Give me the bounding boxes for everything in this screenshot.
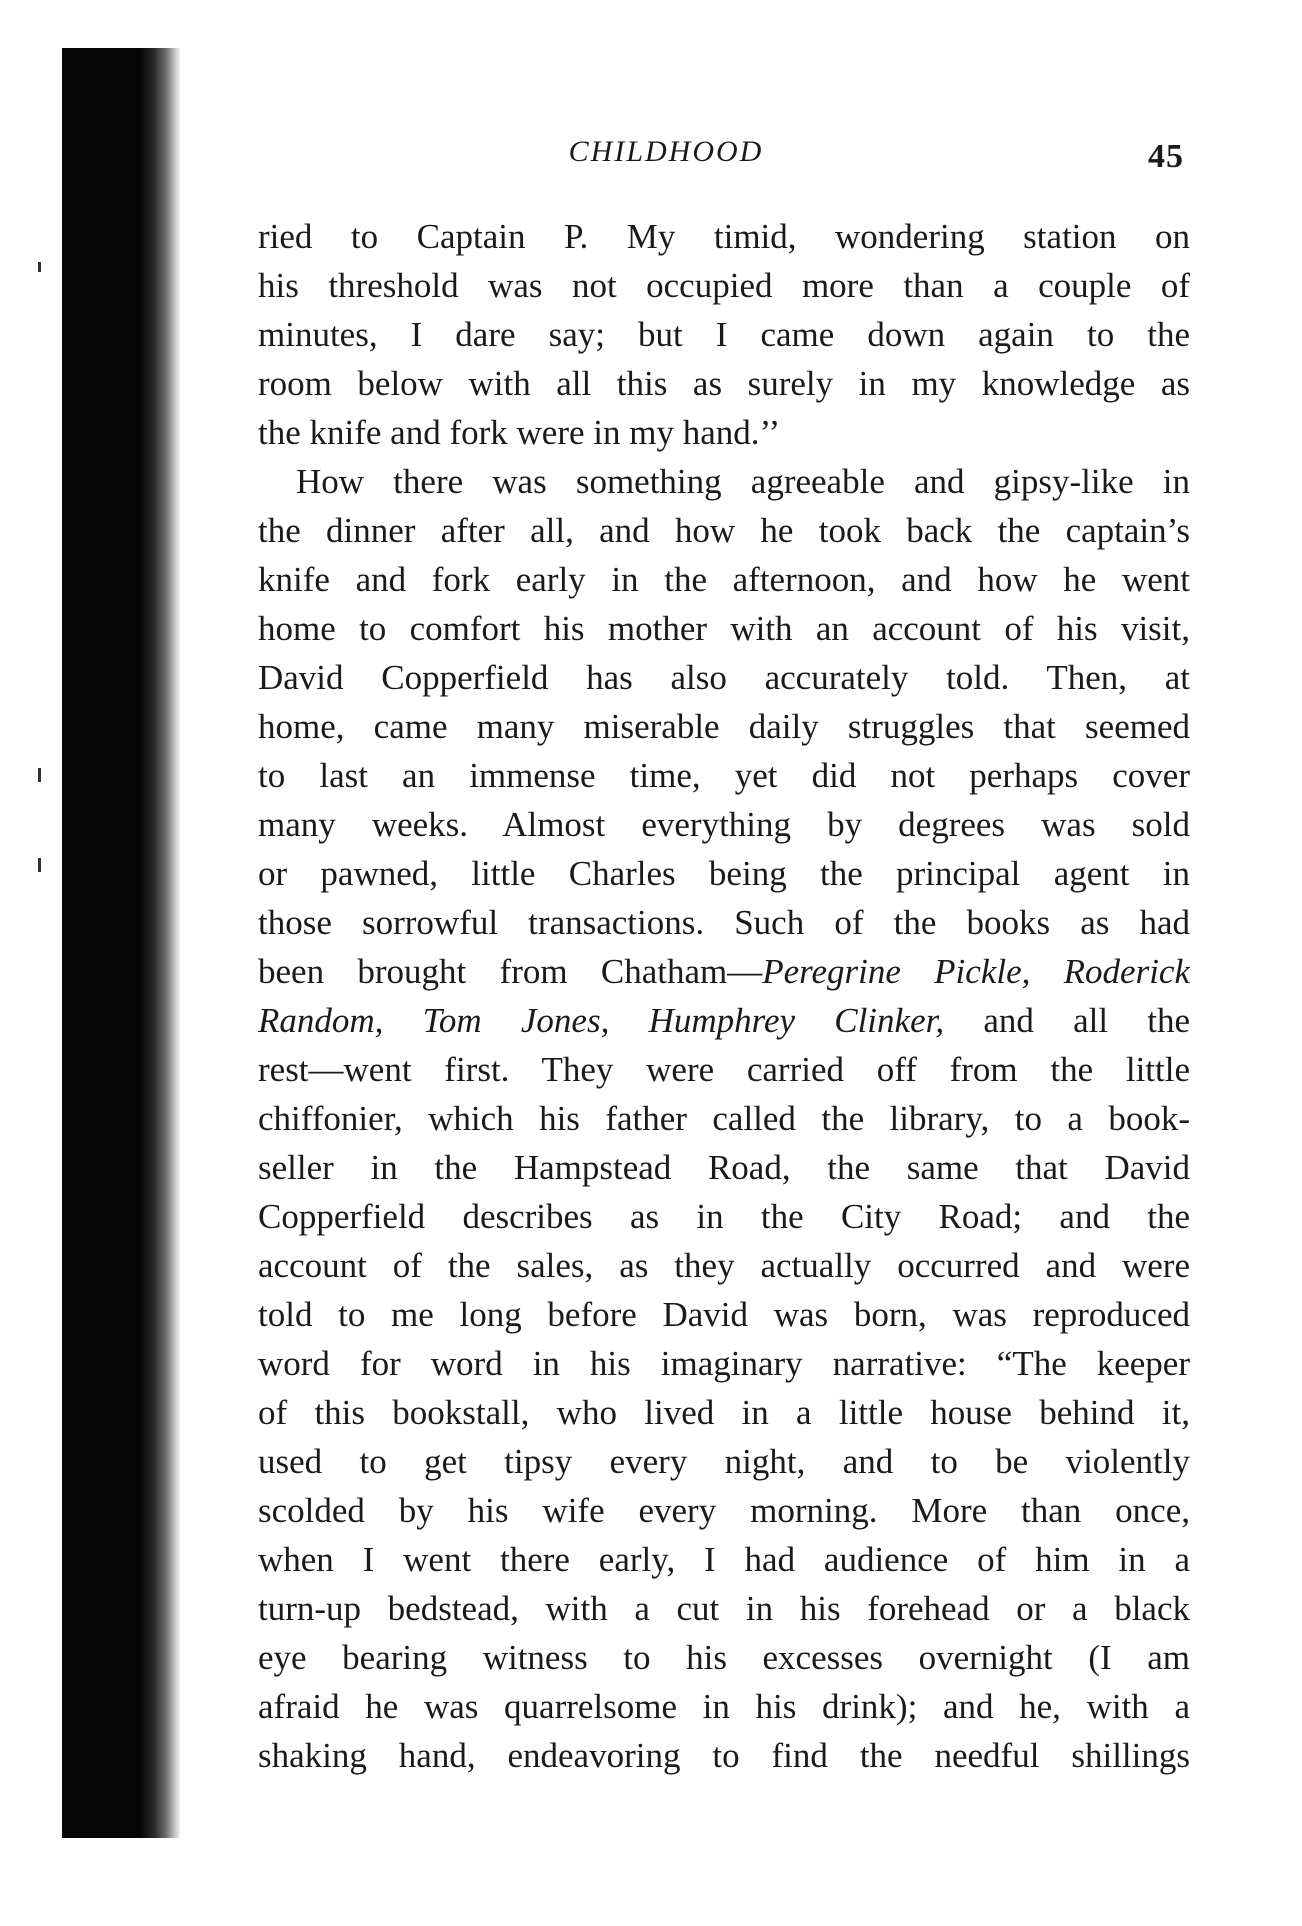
text-line: ried to Captain P. My timid, wondering station on	[258, 217, 1190, 256]
text-line	[258, 996, 1190, 1045]
text-line: afraid he was quarrelsome in his drink); and he, with a	[258, 1687, 1190, 1726]
margin-speck	[38, 262, 41, 272]
text-segment: been brought from Chatham—	[258, 952, 763, 991]
text-line: the dinner after all, and how he took back the captain’s	[258, 511, 1190, 550]
text-line: the knife and fork were in my hand.’’	[258, 413, 781, 452]
text-segment: and all the	[983, 1001, 1190, 1040]
book-title: Humphrey Clinker,	[648, 1001, 945, 1040]
margin-speck	[38, 858, 41, 872]
page-number: 45	[1148, 138, 1184, 175]
text-line: used to get tipsy every night, and to be violently	[258, 1442, 1190, 1481]
binding-shadow	[62, 48, 180, 1838]
text-line: his threshold was not occupied more than a couple of	[258, 266, 1190, 305]
text-line: knife and fork early in the afternoon, and how he went	[258, 560, 1190, 599]
running-head: CHILDHOOD	[568, 135, 764, 168]
text-line: shaking hand, endeavoring to find the needful shillings	[258, 1736, 1190, 1775]
text-line: account of the sales, as they actually occurred and were	[258, 1246, 1190, 1285]
text-line: to last an immense time, yet did not perhaps cover	[258, 756, 1190, 795]
text-line: when I went there early, I had audience of him in a	[258, 1540, 1190, 1579]
text-line: scolded by his wife every morning. More than once,	[258, 1491, 1190, 1530]
text-line: many weeks. Almost everything by degrees was sold	[258, 805, 1190, 844]
text-line: of this bookstall, who lived in a little house behind it,	[258, 1393, 1190, 1432]
book-title: Random,	[258, 1001, 384, 1040]
text-line: seller in the Hampstead Road, the same that David	[258, 1148, 1190, 1187]
text-line: room below with all this as surely in my knowledge as	[258, 364, 1190, 403]
text-line: chiffonier, which his father called the library, to a book-	[258, 1099, 1190, 1138]
text-line: told to me long before David was born, was reproduced	[258, 1295, 1190, 1334]
text-line: minutes, I dare say; but I came down again to the	[258, 315, 1190, 354]
text-line: word for word in his imaginary narrative: “The keeper	[258, 1344, 1190, 1383]
text-line: home to comfort his mother with an account of his visit,	[258, 609, 1190, 648]
text-line: Copperfield describes as in the City Road; and the	[258, 1197, 1190, 1236]
text-line: rest—went first. They were carried off from the little	[258, 1050, 1190, 1089]
text-line: eye bearing witness to his excesses overnight (I am	[258, 1638, 1190, 1677]
text-line: turn-up bedstead, with a cut in his forehead or a black	[258, 1589, 1190, 1628]
body-text	[258, 212, 1190, 1780]
book-title: Peregrine Pickle,	[762, 952, 1031, 991]
book-title: Roderick	[1063, 952, 1190, 991]
margin-speck	[38, 768, 41, 782]
text-line: home, came many miserable daily struggles that seemed	[258, 707, 1190, 746]
text-line: those sorrowful transactions. Such of the books as had	[258, 903, 1190, 942]
book-title: Tom Jones,	[422, 1001, 610, 1040]
text-line: How there was something agreeable and gipsy-like in	[296, 462, 1190, 501]
text-line: or pawned, little Charles being the principal agent in	[258, 854, 1190, 893]
text-line: David Copperfield has also accurately told. Then, at	[258, 658, 1190, 697]
text-line	[258, 947, 1190, 996]
